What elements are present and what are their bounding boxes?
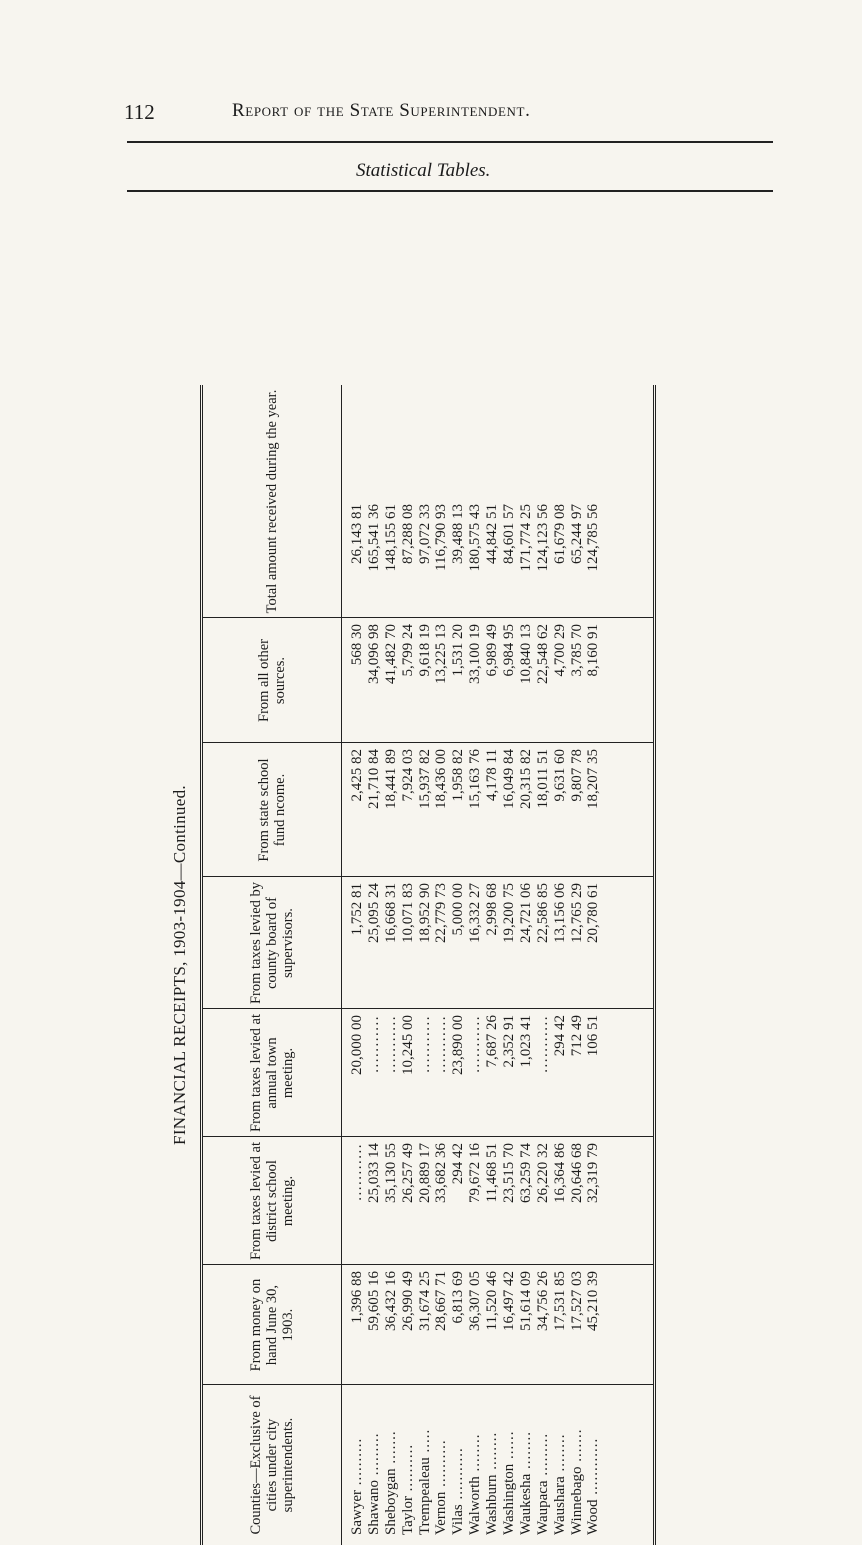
- table-cell: 1,531 20: [450, 624, 467, 677]
- dot-leader: ...........: [467, 1015, 484, 1073]
- county-name: Vernon: [433, 1491, 450, 1535]
- table-cell: 87,288 08: [399, 504, 416, 564]
- table-cell: 180,575 43: [467, 504, 484, 572]
- dot-leader: ..........: [399, 1443, 416, 1497]
- table-cell: 61,679 08: [551, 504, 568, 564]
- table-cell: [417, 1385, 434, 1535]
- table-cell: 15,163 76: [467, 749, 484, 809]
- table-cell: [569, 1385, 586, 1535]
- table-cell: [535, 1385, 552, 1535]
- table-cell: 23,515 70: [501, 1143, 518, 1203]
- table-cell: 11,468 51: [484, 1143, 501, 1203]
- column-counties: [349, 1385, 649, 1545]
- table-cell: 36,432 16: [382, 1271, 399, 1331]
- table-cell: 63,259 74: [517, 1143, 534, 1203]
- page-number: 112: [124, 100, 155, 124]
- table-cell: 20,889 17: [416, 1143, 433, 1203]
- dot-leader: ..........: [433, 1439, 450, 1492]
- table-cell: 34,096 98: [365, 624, 382, 684]
- table-cell: 45,210 39: [585, 1271, 602, 1331]
- column-district-meeting: [349, 1137, 649, 1265]
- county-name: Taylor: [399, 1496, 416, 1535]
- table-cell: 5,000 00: [450, 883, 467, 936]
- dot-leader: ...........: [450, 1447, 467, 1505]
- table-cell: 24,721 06: [517, 883, 534, 943]
- dot-leader: ........: [484, 1431, 501, 1475]
- table-cell: 16,332 27: [467, 883, 484, 943]
- header-district-meeting: From taxes levied at district school meeting.: [248, 1142, 296, 1260]
- table-cell: 1,023 41: [517, 1015, 534, 1068]
- header-other-sources: From all other sources.: [256, 639, 288, 722]
- column-town-meeting: [349, 1009, 649, 1137]
- table-cell: [366, 1015, 383, 1137]
- table-cell: 3,785 70: [568, 624, 585, 677]
- table-cell: 79,672 16: [467, 1143, 484, 1203]
- table-cell: 28,667 71: [433, 1271, 450, 1331]
- table-cell: 33,100 19: [467, 624, 484, 684]
- dot-leader: .......: [382, 1430, 399, 1469]
- table-cell: 16,364 86: [551, 1143, 568, 1203]
- table-cell: 568 30: [349, 624, 365, 666]
- header-county-board: From taxes levied by county board of supervisors.: [248, 881, 296, 1005]
- table-cell: 16,497 42: [501, 1271, 518, 1331]
- dot-leader: .......: [568, 1428, 585, 1467]
- table-cell: 22,586 85: [534, 883, 551, 943]
- table-cell: 41,482 70: [382, 624, 399, 684]
- county-name: Wood: [585, 1499, 602, 1535]
- table-cell: 11,520 46: [484, 1271, 501, 1331]
- table-cell: 26,143 81: [349, 504, 365, 564]
- table-cell: 18,011 51: [534, 749, 551, 809]
- header-state-fund: From state school fund ncome.: [256, 758, 288, 862]
- dot-leader: ............: [585, 1437, 602, 1500]
- table-cell: 10,071 83: [399, 883, 416, 943]
- table-cell: 124,123 56: [534, 504, 551, 572]
- header-rule: [341, 385, 342, 1545]
- table-cell: [501, 1385, 518, 1535]
- table-title: FINANCIAL RECEIPTS, 1903-1904—Continued.: [170, 785, 189, 1145]
- table-cell: 25,095 24: [365, 883, 382, 943]
- table-cell: [535, 1015, 552, 1137]
- table-cell: 171,774 25: [517, 504, 534, 572]
- table-cell: 13,156 06: [551, 883, 568, 943]
- dot-leader: .........: [365, 1432, 382, 1480]
- table-cell: [585, 1385, 602, 1535]
- table-cell: 1,752 81: [349, 883, 365, 936]
- dot-leader: .........: [534, 1432, 551, 1481]
- dot-leader: ...........: [349, 1143, 365, 1201]
- county-name: Waushara: [551, 1476, 568, 1535]
- table-cell: 1,958 82: [450, 749, 467, 802]
- table-cell: 13,225 13: [433, 624, 450, 684]
- table-cell: 2,425 82: [349, 749, 365, 802]
- header-money-on-hand: From money on hand June 30, 1903.: [248, 1278, 296, 1372]
- county-name: Waupaca: [534, 1480, 551, 1535]
- table-cell: 2,352 91: [501, 1015, 518, 1068]
- table-cell: 9,807 78: [568, 749, 585, 802]
- county-name: Vilas: [450, 1504, 467, 1535]
- table-cell: 84,601 57: [501, 504, 518, 564]
- table-cell: 20,315 82: [517, 749, 534, 809]
- financial-receipts-table: [200, 385, 656, 1545]
- county-name: Sawyer: [349, 1490, 365, 1535]
- table-cell: 4,700 29: [551, 624, 568, 677]
- table-cell: 106 51: [585, 1015, 602, 1057]
- county-name: Waukesha: [517, 1473, 534, 1535]
- dot-leader: ...........: [416, 1015, 433, 1073]
- table-cell: [484, 1385, 501, 1535]
- table-cell: [467, 1385, 484, 1535]
- dot-leader: ........: [467, 1433, 484, 1477]
- table-cell: 21,710 84: [365, 749, 382, 809]
- table-cell: [552, 1385, 569, 1535]
- running-head: Report of the State Superintendent.: [232, 100, 531, 121]
- table-cell: 23,890 00: [450, 1015, 467, 1075]
- table-cell: 294 42: [551, 1015, 568, 1057]
- table-cell: 5,799 24: [399, 624, 416, 677]
- table-cell: 51,614 09: [517, 1271, 534, 1331]
- top-rule: [127, 141, 773, 143]
- table-cell: 17,527 03: [568, 1271, 585, 1331]
- county-name: Sheboygan: [382, 1468, 399, 1535]
- table-cell: 59,605 16: [365, 1271, 382, 1331]
- table-cell: 18,436 00: [433, 749, 450, 809]
- header-total: Total amount received during the year.: [264, 389, 280, 614]
- table-cell: 294 42: [450, 1143, 467, 1185]
- table-cell: 20,646 68: [568, 1143, 585, 1203]
- dot-leader: ...........: [534, 1015, 551, 1073]
- table-cell: [433, 1385, 450, 1535]
- table-cell: [383, 1015, 400, 1137]
- table-cell: 26,220 32: [534, 1143, 551, 1203]
- table-cell: 35,130 55: [382, 1143, 399, 1203]
- dot-leader: ........: [517, 1430, 534, 1474]
- table-cell: 8,160 91: [585, 624, 602, 677]
- table-cell: 9,618 19: [416, 624, 433, 677]
- table-cell: 712 49: [568, 1015, 585, 1057]
- dot-leader: ...........: [433, 1015, 450, 1073]
- table-cell: 20,000 00: [349, 1015, 365, 1075]
- table-cell: [518, 1385, 535, 1535]
- table-cell: 7,687 26: [484, 1015, 501, 1068]
- table-cell: [450, 1385, 467, 1535]
- table-cell: [383, 1385, 400, 1535]
- table-cell: 22,548 62: [534, 624, 551, 684]
- table-cell: 148,155 61: [382, 504, 399, 572]
- table-cell: 19,200 75: [501, 883, 518, 943]
- table-cell: 16,049 84: [501, 749, 518, 809]
- county-name: Walworth: [467, 1476, 484, 1535]
- table-cell: 32,319 79: [585, 1143, 602, 1203]
- table-cell: 17,531 85: [551, 1271, 568, 1331]
- table-cell: [433, 1015, 450, 1137]
- table-cell: 18,441 89: [382, 749, 399, 809]
- dot-leader: ...........: [365, 1015, 382, 1073]
- table-cell: 39,488 13: [450, 504, 467, 564]
- table-cell: 165,541 36: [365, 504, 382, 572]
- header-counties: Counties—Exclusive of cities under city superintendents.: [248, 1395, 296, 1535]
- table-cell: 65,244 97: [568, 504, 585, 564]
- table-cell: 25,033 14: [365, 1143, 382, 1203]
- table-cell: 97,072 33: [416, 504, 433, 564]
- column-state-fund: [349, 743, 649, 877]
- table-cell: [349, 1385, 366, 1535]
- table-cell: 18,207 35: [585, 749, 602, 809]
- table-cell: 10,840 13: [517, 624, 534, 684]
- table-cell: 34,756 26: [534, 1271, 551, 1331]
- table-cell: 1,396 88: [349, 1271, 365, 1324]
- table-cell: 10,245 00: [399, 1015, 416, 1075]
- table-cell: 44,842 51: [484, 504, 501, 564]
- table-cell: 22,779 73: [433, 883, 450, 943]
- table-cell: 124,785 56: [585, 504, 602, 572]
- county-name: Washington: [501, 1463, 518, 1535]
- column-other-sources: [349, 618, 649, 743]
- table-cell: 4,178 11: [484, 749, 501, 801]
- table-cell: 18,952 90: [416, 883, 433, 943]
- table-cell: 26,257 49: [399, 1143, 416, 1203]
- table-cell: [349, 1143, 366, 1265]
- section-title: Statistical Tables.: [356, 160, 491, 181]
- table-cell: 6,984 95: [501, 624, 518, 677]
- dot-leader: ........: [551, 1433, 568, 1477]
- table-cell: 2,998 68: [484, 883, 501, 936]
- column-total: [349, 498, 649, 618]
- dot-leader: ...........: [382, 1015, 399, 1073]
- county-name: Washburn: [484, 1474, 501, 1535]
- table-cell: 31,674 25: [416, 1271, 433, 1331]
- table-cell: 36,307 05: [467, 1271, 484, 1331]
- table-cell: 7,924 03: [399, 749, 416, 802]
- table-cell: 15,937 82: [416, 749, 433, 809]
- table-cell: 33,682 36: [433, 1143, 450, 1203]
- header-town-meeting: From taxes levied at annual town meeting.: [248, 1014, 296, 1132]
- table-cell: [417, 1015, 434, 1137]
- table-cell: [400, 1385, 417, 1535]
- column-money-on-hand: [349, 1265, 649, 1385]
- county-name: Trempealeau: [416, 1457, 433, 1535]
- table-cell: 116,790 93: [433, 504, 450, 571]
- dot-leader: ......: [501, 1430, 518, 1464]
- table-cell: 20,780 61: [585, 883, 602, 943]
- column-county-board: [349, 877, 649, 1009]
- table-cell: [467, 1015, 484, 1137]
- dot-leader: .....: [416, 1428, 433, 1458]
- table-cell: [366, 1385, 383, 1535]
- rotated-table-region: [170, 385, 650, 1545]
- county-name: Winnebago: [568, 1466, 585, 1535]
- dot-leader: ..........: [349, 1437, 365, 1490]
- table-cell: 26,990 49: [399, 1271, 416, 1331]
- section-rule: [127, 190, 773, 192]
- table-cell: 6,813 69: [450, 1271, 467, 1324]
- table-cell: 12,765 29: [568, 883, 585, 943]
- table-cell: 9,631 60: [551, 749, 568, 802]
- table-cell: 6,989 49: [484, 624, 501, 677]
- county-name: Shawano: [365, 1480, 382, 1535]
- table-cell: 16,668 31: [382, 883, 399, 943]
